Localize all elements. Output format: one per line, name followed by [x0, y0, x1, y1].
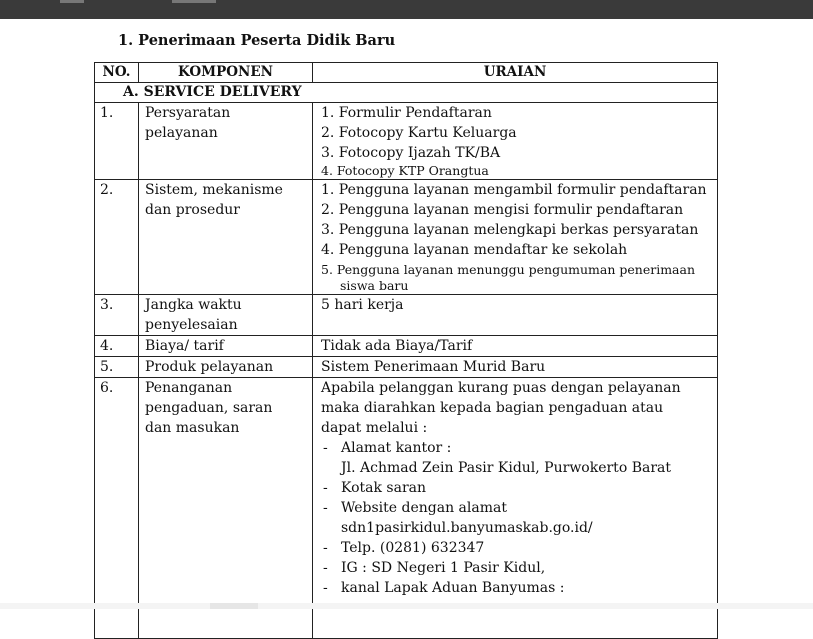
section-title: A. SERVICE DELIVERY — [95, 83, 718, 103]
list-item: - IG : SD Negeri 1 Pasir Kidul, — [321, 558, 717, 578]
list-item: - kanal Lapak Aduan Banyumas : — [321, 578, 717, 598]
toolbar-mark — [60, 0, 84, 3]
list-item-continuation: Jl. Achmad Zein Pasir Kidul, Purwokerto Barat — [341, 460, 671, 476]
uraian-line: 4. Fotocopy KTP Orangtua — [321, 163, 489, 178]
list-item: - Alamat kantor : — [321, 438, 717, 458]
komponen-line: Penanganan — [145, 380, 233, 396]
row-number: 2. — [95, 180, 139, 295]
header-komponen: KOMPONEN — [139, 63, 313, 83]
header-no: NO. — [95, 63, 139, 83]
table-row — [95, 180, 718, 295]
komponen-line: dan prosedur — [145, 202, 240, 218]
toolbar-mark — [172, 0, 216, 3]
row-uraian: Sistem Penerimaan Murid Baru — [313, 357, 718, 378]
list-item: - Telp. (0281) 632347 — [321, 538, 717, 558]
table-row — [95, 378, 718, 639]
uraian-line: dapat melalui : — [321, 420, 428, 436]
list-item: - Kotak saran — [321, 478, 717, 498]
row-number: 5. — [95, 357, 139, 378]
table-row — [95, 295, 718, 336]
header-uraian: URAIAN — [313, 63, 718, 83]
uraian-line: 3. Pengguna layanan melengkapi berkas persyaratan — [321, 222, 699, 238]
row-komponen — [139, 180, 313, 295]
row-uraian — [313, 180, 718, 295]
row-komponen — [139, 378, 313, 639]
page-heading: 1. Penerimaan Peserta Didik Baru — [118, 32, 396, 49]
row-uraian — [313, 378, 718, 639]
komponen-line: penyelesaian — [145, 317, 238, 333]
viewer-toolbar — [0, 0, 813, 19]
service-table — [94, 62, 718, 639]
uraian-line: siswa baru — [340, 278, 409, 293]
uraian-line: 5. Pengguna layanan menunggu pengumuman penerimaan — [321, 262, 696, 277]
row-number: 4. — [95, 336, 139, 357]
row-number: 3. — [95, 295, 139, 336]
komponen-line: Persyaratan — [145, 105, 231, 121]
list-item-continuation: sdn1pasirkidul.banyumaskab.go.id/ — [341, 520, 593, 536]
row-uraian — [313, 103, 718, 180]
row-komponen: Biaya/ tarif — [139, 336, 313, 357]
table-row — [95, 103, 718, 180]
row-number: 6. — [95, 378, 139, 639]
uraian-line: 1. Formulir Pendaftaran — [321, 105, 492, 121]
uraian-line: 3. Fotocopy Ijazah TK/BA — [321, 145, 501, 161]
komponen-line: dan masukan — [145, 420, 240, 436]
uraian-line: 2. Pengguna layanan mengisi formulir pendaftaran — [321, 202, 684, 218]
row-komponen: Produk pelayanan — [139, 357, 313, 378]
uraian-line: maka diarahkan kepada bagian pengaduan atau — [321, 400, 664, 416]
uraian-line: Apabila pelanggan kurang puas dengan pelayanan — [321, 380, 681, 396]
table-row — [95, 336, 718, 357]
scrollbar-track-segment — [0, 603, 210, 609]
row-uraian: Tidak ada Biaya/Tarif — [313, 336, 718, 357]
komponen-line: pengaduan, saran — [145, 400, 273, 416]
table-row — [95, 357, 718, 378]
komponen-line: Jangka waktu — [145, 297, 242, 313]
row-number: 1. — [95, 103, 139, 180]
komponen-line: Sistem, mekanisme — [145, 182, 283, 198]
section-row — [95, 83, 718, 103]
horizontal-scrollbar[interactable] — [0, 603, 813, 609]
komponen-line: pelayanan — [145, 125, 218, 141]
list-item: - Website dengan alamat — [321, 498, 717, 518]
uraian-line: 2. Fotocopy Kartu Keluarga — [321, 125, 517, 141]
header-row — [95, 63, 718, 83]
row-komponen — [139, 103, 313, 180]
uraian-line: 4. Pengguna layanan mendaftar ke sekolah — [321, 242, 628, 258]
row-uraian: 5 hari kerja — [313, 295, 718, 336]
uraian-line: 1. Pengguna layanan mengambil formulir pendaftaran — [321, 182, 707, 198]
row-komponen — [139, 295, 313, 336]
scrollbar-track-segment — [258, 603, 813, 609]
